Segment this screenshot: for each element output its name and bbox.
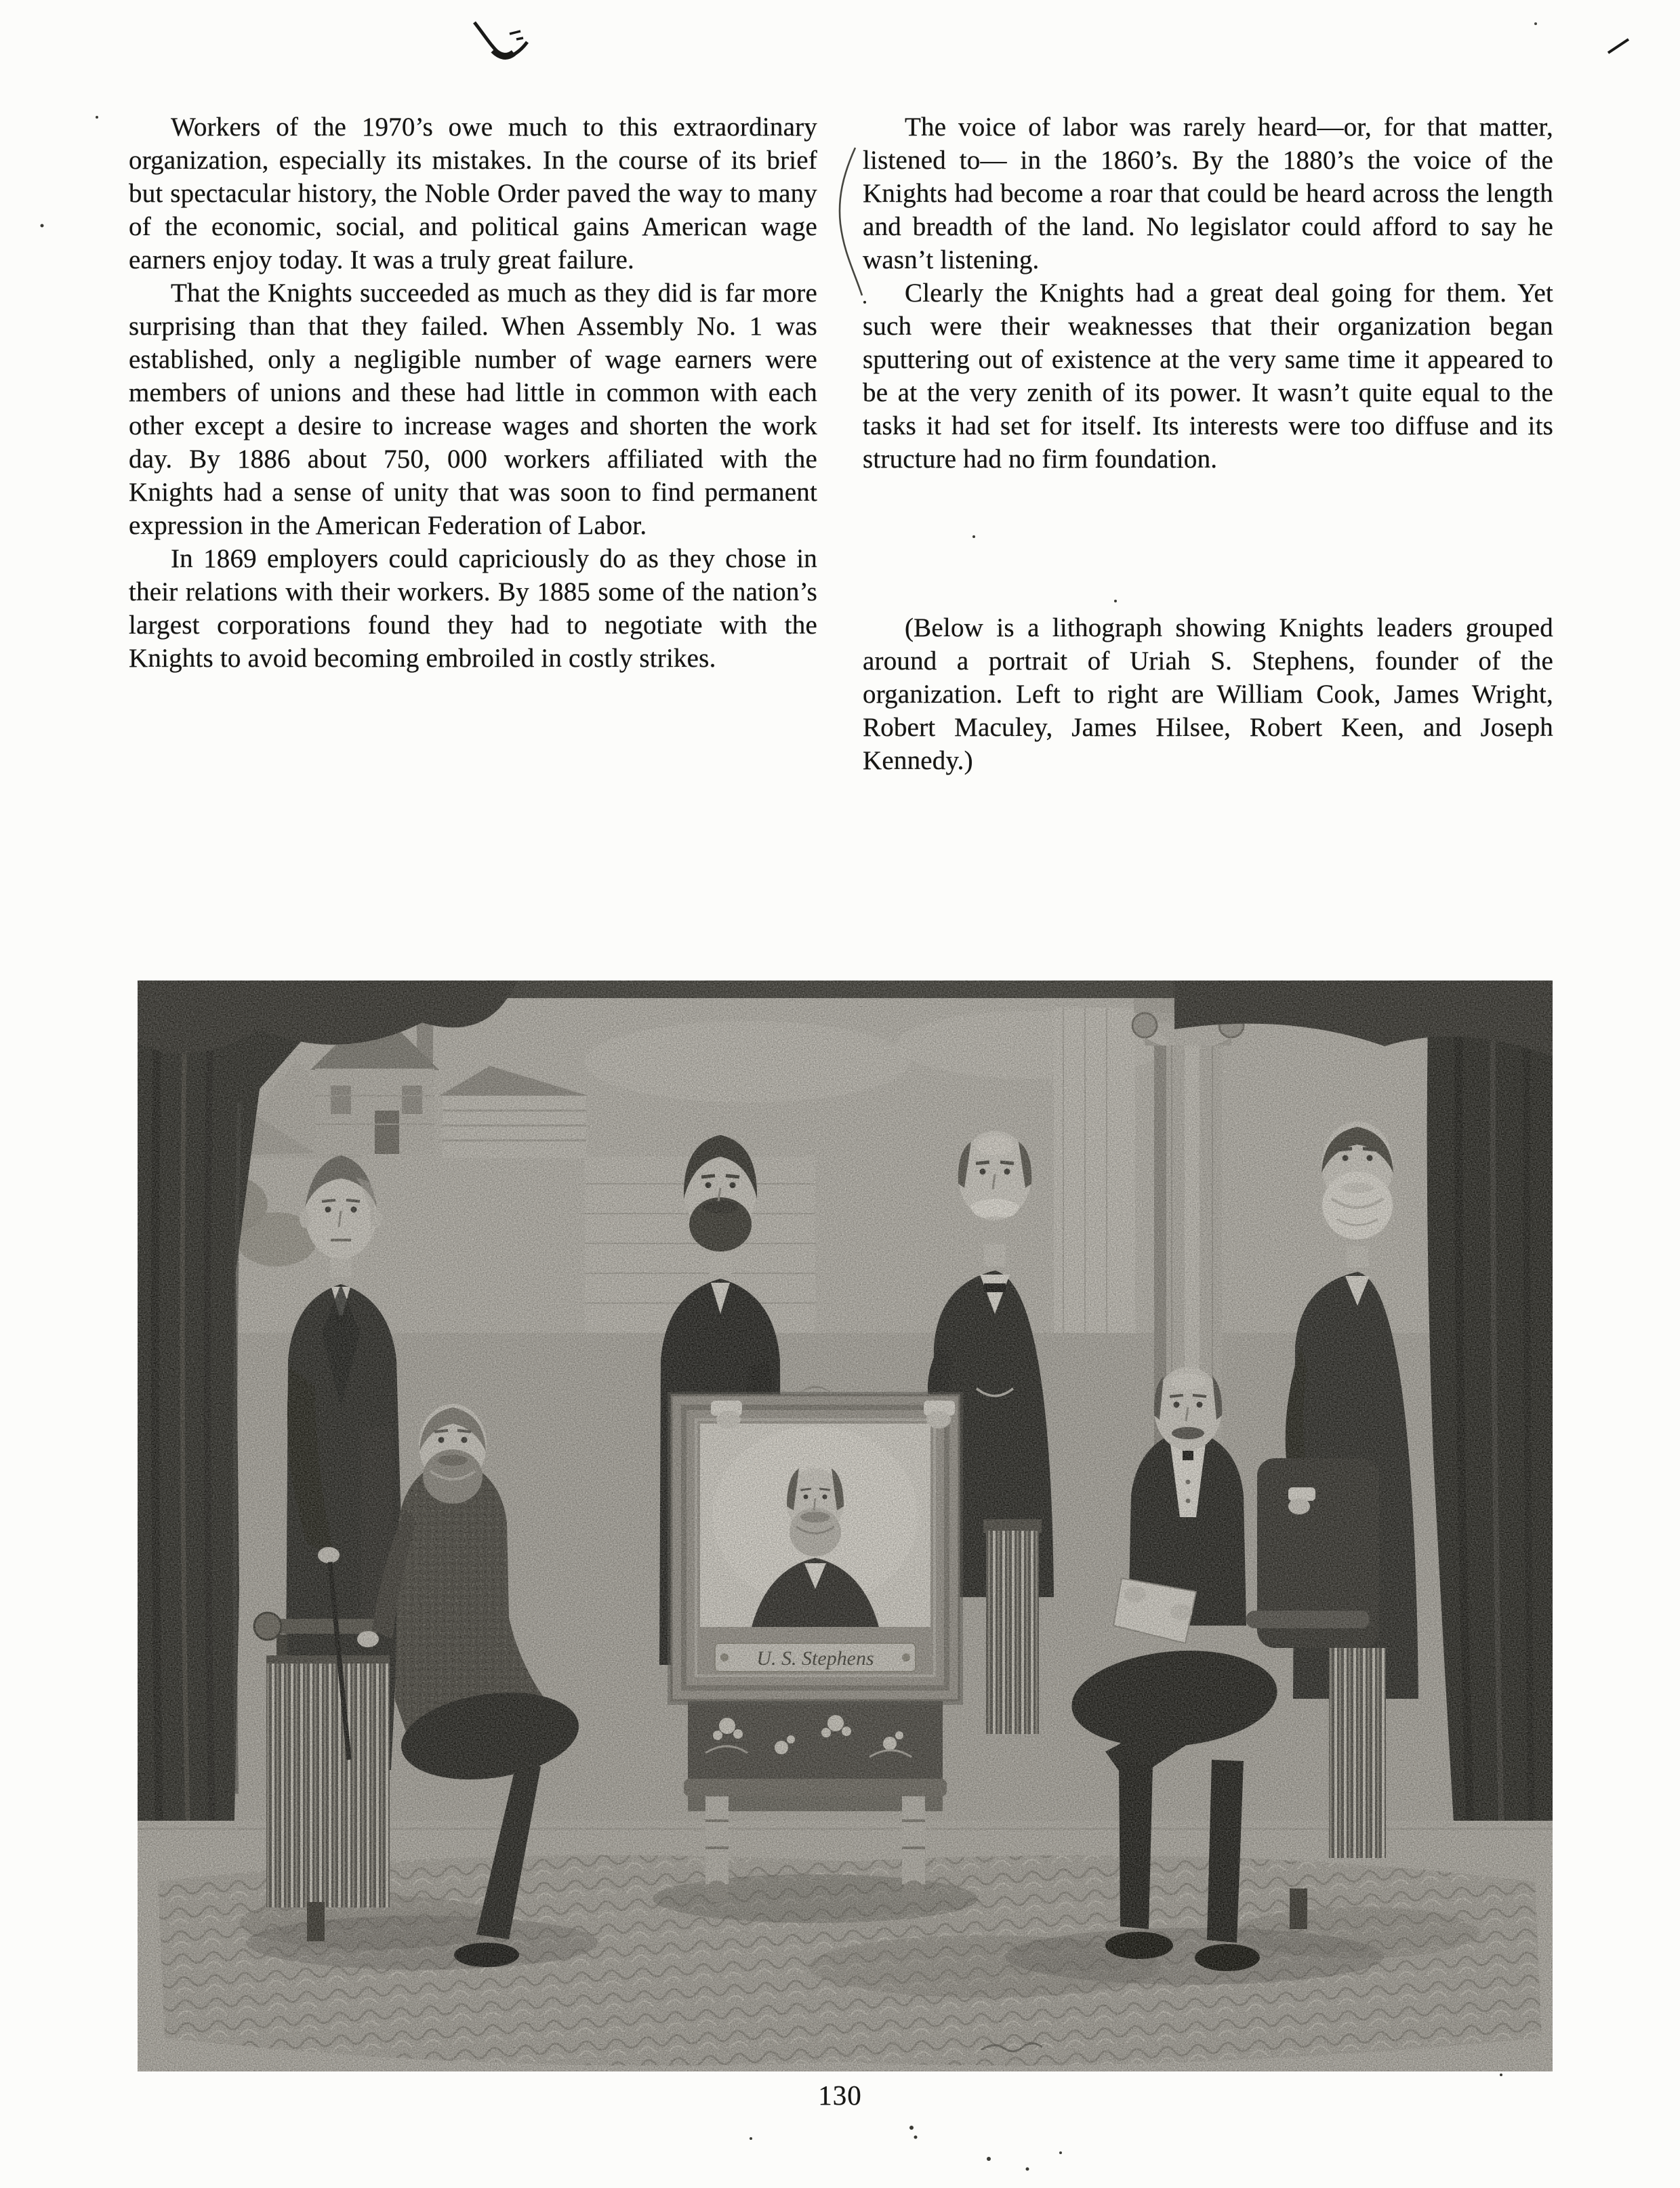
paragraph: Clearly the Knights had a great deal going for them. Yet such were their weaknesses that their organization began sputtering out of existence at the very same time it appeared to be at the very zenith of its power. It wasn’t quite equal to the tasks it had set for itself. Its interests were too diffuse and its structure had no firm foundation.	[863, 278, 1553, 474]
paragraph: That the Knights succeeded as much as they did is far more surprising than that they failed. When Assembly No. 1 was established, only a negligible number of wage earners were members of unions and these had little in common with each other except a desire to increase wages and shorten the work day. By 1886 about 750, 000 workers affiliated with the Knights had a sense of unity that was soon to find permanent expression in the American Federation of Labor.	[129, 278, 817, 540]
text-column-right	[863, 110, 1553, 777]
paragraph: The voice of labor was rarely heard—or, for that matter, listened to— in the 1860’s. By the 1880’s the voice of the Knights had become a roar that could be heard across the length and breadth of the land. No legislator could afford to say he wasn’t listening.	[863, 112, 1553, 274]
pen-dash-artifact	[1534, 22, 1628, 53]
text-column-left	[129, 110, 817, 675]
paragraph: Workers of the 1970’s owe much to this extraordinary organization, especially its mistakes. In the course of its brief but spectacular history, the Noble Order paved the way to many of the economic, social, and political gains American wage earners enjoy today. It was a truly great failure.	[129, 112, 817, 274]
signature-text: U. S. Stephens	[756, 1647, 874, 1670]
page-number: 130	[818, 2080, 862, 2111]
lithograph-svg	[138, 981, 1553, 2071]
lithograph-caption: (Below is a lithograph showing Knights leaders grouped around a portrait of Uriah S. Stephens, founder of the organization. Left to right are William Cook, James Wright, Robert Maculey, James Hilsee, Robert Keen, and Joseph Kennedy.)	[863, 613, 1553, 775]
halftone-grain-light	[138, 981, 1553, 2071]
lithograph-image	[138, 981, 1553, 2071]
paragraph: In 1869 employers could capriciously do as they chose in their relations with their workers. By 1885 some of the nation’s largest corporations found they had to negotiate with the Knights to avoid becoming embroiled in costly strikes.	[129, 544, 817, 673]
pen-checkmark-artifact	[474, 22, 527, 56]
